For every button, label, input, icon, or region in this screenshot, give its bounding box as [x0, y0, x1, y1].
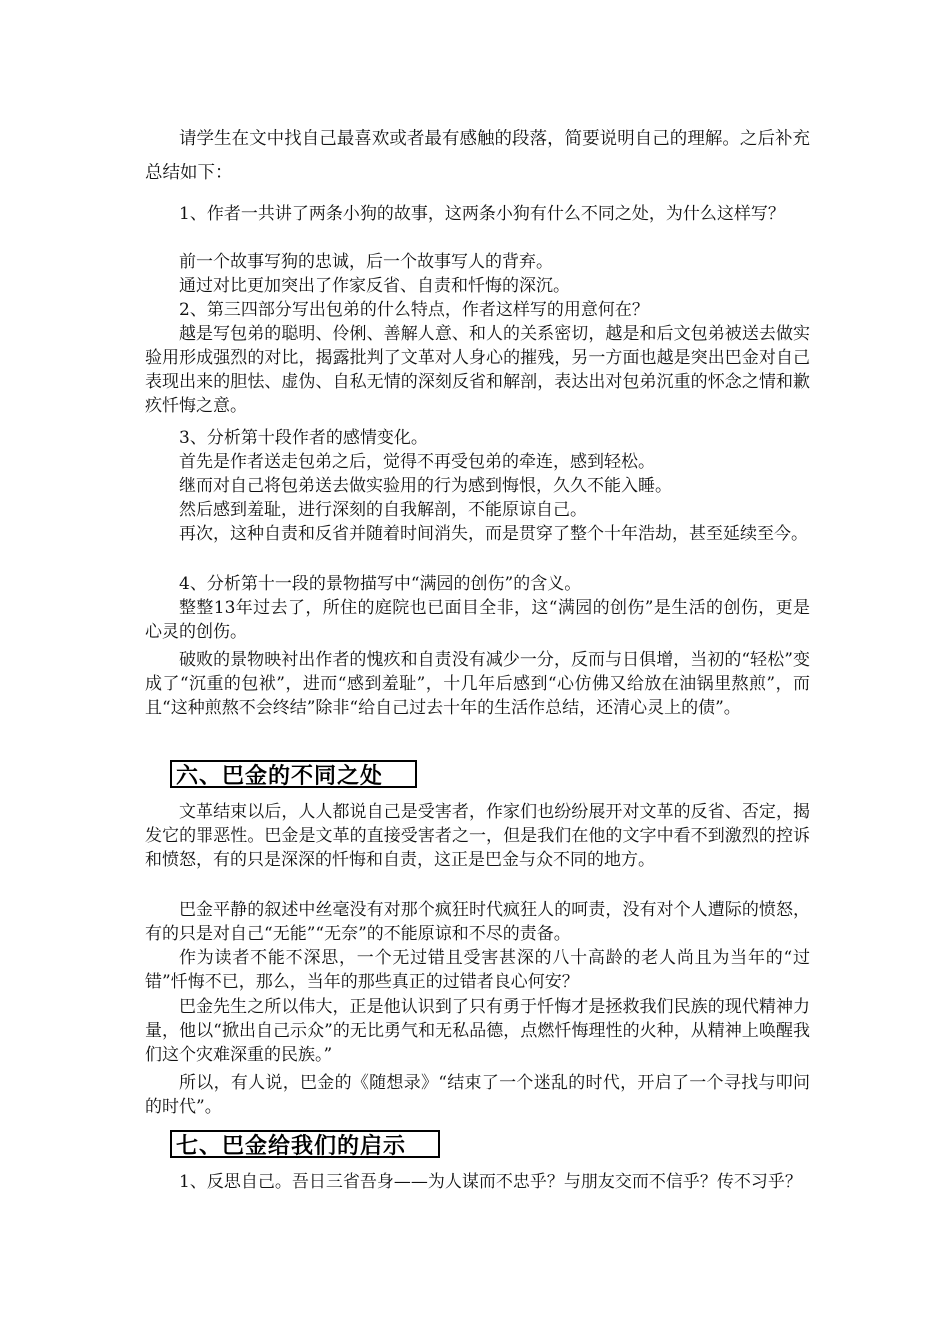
answer-3-line-4: 再次，这种自责和反省并随着时间消失，而是贯穿了整个十年浩劫，甚至延续至今。 — [179, 524, 808, 544]
question-4: 4、分析第十一段的景物描写中“满园的创伤”的含义。 — [179, 574, 582, 594]
section-six-paragraph-1: 文革结束以后，人人都说自己是受害者，作家们也纷纷展开对文革的反省、否定，揭发它的罪恶性。巴金是文革的直接受害者之一，但是我们在他的文字中看不到激烈的控诉和愤怒，有的只是深深的忏悔和自责，这正是巴金与众不同的地方。 — [145, 802, 810, 870]
section-six-heading-text: 六、巴金的不同之处 — [176, 763, 384, 789]
question-3: 3、分析第十段作者的感情变化。 — [179, 428, 428, 448]
answer-4-part-1: 整整13年过去了，所住的庭院也已面目全非，这“满园的创伤”是生活的创伤，更是心灵的创伤。 — [145, 598, 810, 642]
answer-4-part-2: 破败的景物映衬出作者的愧疚和自责没有减少一分，反而与日俱增，当初的“轻松”变成了“沉重的包袱”，进而“感到羞耻”，十几年后感到“心仿佛又给放在油锅里熬煎”，而且“这种煎熬不会终结”除非“给自己过去十年的生活作总结，还清心灵上的债”。 — [145, 650, 810, 718]
section-seven-heading-text: 七、巴金给我们的启示 — [176, 1133, 407, 1159]
answer-3-line-1: 首先是作者送走包弟之后，觉得不再受包弟的牵连，感到轻松。 — [179, 452, 655, 472]
section-six-heading — [170, 760, 417, 788]
answer-3-line-3: 然后感到羞耻，进行深刻的自我解剖，不能原谅自己。 — [179, 500, 587, 520]
question-2: 2、第三四部分写出包弟的什么特点，作者这样写的用意何在？ — [179, 300, 649, 320]
answer-2: 越是写包弟的聪明、伶俐、善解人意、和人的关系密切，越是和后文包弟被送去做实验用形成强烈的对比，揭露批判了文革对人身心的摧残，另一方面也越是突出巴金对自己表现出来的胆怯、虚伪、自私无情的深刻反省和解剖，表达出对包弟沉重的怀念之情和歉疚忏悔之意。 — [145, 324, 810, 416]
section-seven-heading — [170, 1130, 440, 1158]
answer-3-line-2: 继而对自己将包弟送去做实验用的行为感到悔恨，久久不能入睡。 — [179, 476, 672, 496]
intro-paragraph: 请学生在文中找自己最喜欢或者最有感触的段落，简要说明自己的理解。之后补充总结如下： — [145, 129, 810, 183]
section-seven-paragraph-1: 1、反思自己。吾日三省吾身——为人谋而不忠乎？与朋友交而不信乎？传不习乎？ — [179, 1172, 802, 1192]
answer-1-line-1: 前一个故事写狗的忠诚，后一个故事写人的背弃。 — [179, 252, 553, 272]
answer-1-line-2: 通过对比更加突出了作家反省、自责和忏悔的深沉。 — [179, 276, 570, 296]
section-six-paragraph-3: 作为读者不能不深思，一个无过错且受害甚深的八十高龄的老人尚且为当年的“过错”忏悔不已，那么，当年的那些真正的过错者良心何安？ — [145, 948, 810, 992]
section-six-paragraph-2: 巴金平静的叙述中丝毫没有对那个疯狂时代疯狂人的呵责，没有对个人遭际的愤怒，有的只是对自己“无能”“无奈”的不能原谅和不尽的责备。 — [145, 900, 810, 944]
question-1: 1、作者一共讲了两条小狗的故事，这两条小狗有什么不同之处，为什么这样写？ — [179, 204, 785, 224]
section-six-paragraph-4: 巴金先生之所以伟大，正是他认识到了只有勇于忏悔才是拯救我们民族的现代精神力量，他以“掀出自己示众”的无比勇气和无私品德，点燃忏悔理性的火种，从精神上唤醒我们这个灾难深重的民族。” — [145, 997, 810, 1065]
section-six-paragraph-5: 所以，有人说，巴金的《随想录》“结束了一个迷乱的时代，开启了一个寻找与叩问的时代”。 — [145, 1073, 810, 1117]
